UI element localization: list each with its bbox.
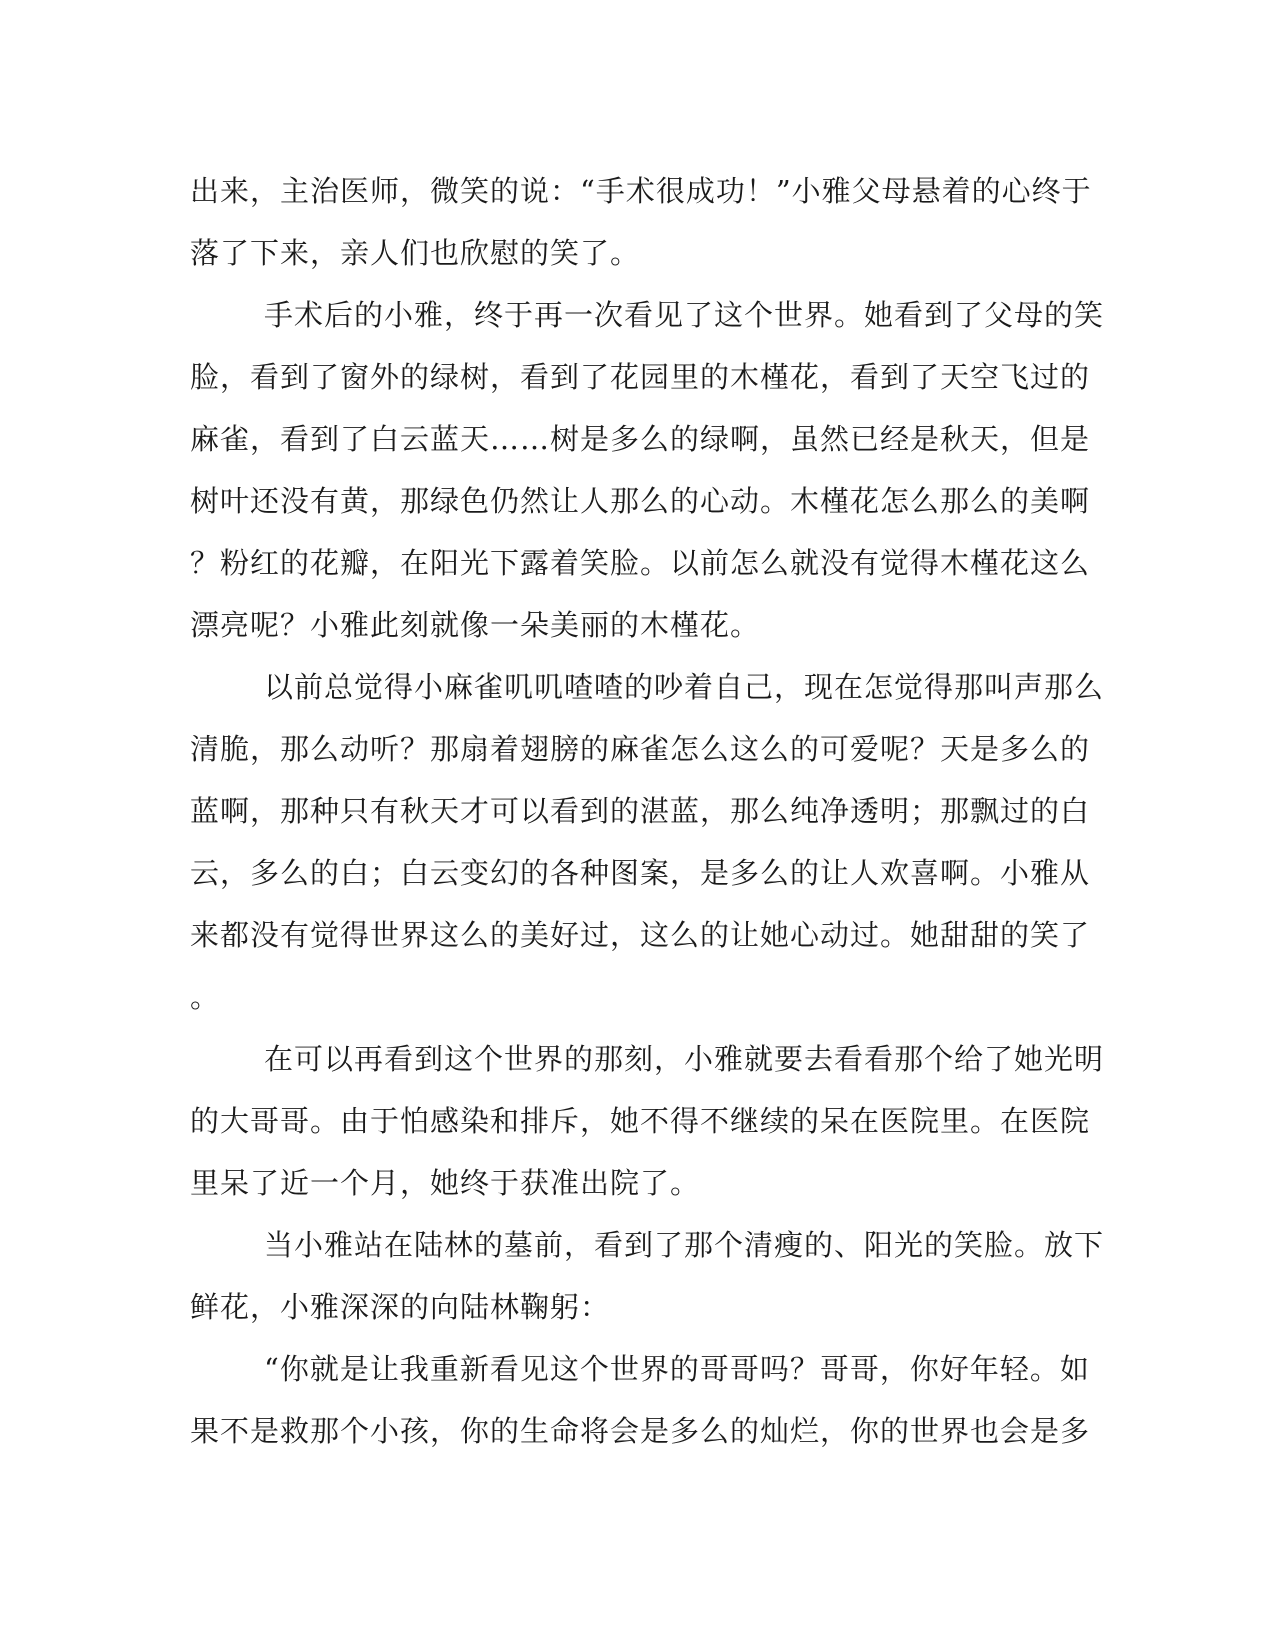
text-line: ？粉红的花瓣，在阳光下露着笑脸。以前怎么就没有觉得木槿花这么	[190, 546, 1091, 580]
text-line: 出来，主治医师，微笑的说：“手术很成功！”小雅父母悬着的心终于	[190, 174, 1092, 208]
text-line: 以前总觉得小麻雀叽叽喳喳的吵着自己，现在怎觉得那叫声那么	[264, 670, 1105, 704]
text-line: 。	[190, 980, 221, 1014]
text-line: 鲜花，小雅深深的向陆林鞠躬：	[190, 1290, 611, 1324]
text-line: 的大哥哥。由于怕感染和排斥，她不得不继续的呆在医院里。在医院	[190, 1104, 1091, 1138]
text-line: 手术后的小雅，终于再一次看见了这个世界。她看到了父母的笑	[264, 298, 1105, 332]
text-line: 来都没有觉得世界这么的美好过，这么的让她心动过。她甜甜的笑了	[190, 918, 1091, 952]
text-line: 清脆，那么动听？那扇着翅膀的麻雀怎么这么的可爱呢？天是多么的	[190, 732, 1091, 766]
text-line: 里呆了近一个月，她终于获准出院了。	[190, 1166, 701, 1200]
text-line: 云，多么的白；白云变幻的各种图案，是多么的让人欢喜啊。小雅从	[190, 856, 1091, 890]
text-line: 树叶还没有黄，那绿色仍然让人那么的心动。木槿花怎么那么的美啊	[190, 484, 1091, 518]
text-line: 当小雅站在陆林的墓前，看到了那个清瘦的、阳光的笑脸。放下	[264, 1228, 1105, 1262]
text-line: 漂亮呢？小雅此刻就像一朵美丽的木槿花。	[190, 608, 761, 642]
body-text	[190, 160, 1105, 1462]
text-line: 在可以再看到这个世界的那刻，小雅就要去看看那个给了她光明	[264, 1042, 1105, 1076]
text-line: 落了下来，亲人们也欣慰的笑了。	[190, 236, 641, 270]
text-line: 果不是救那个小孩，你的生命将会是多么的灿烂，你的世界也会是多	[190, 1414, 1091, 1448]
text-line: “你就是让我重新看见这个世界的哥哥吗？哥哥，你好年轻。如	[264, 1352, 1090, 1386]
text-line: 麻雀，看到了白云蓝天……树是多么的绿啊，虽然已经是秋天，但是	[190, 422, 1091, 456]
text-line: 脸，看到了窗外的绿树，看到了花园里的木槿花，看到了天空飞过的	[190, 360, 1091, 394]
text-line: 蓝啊，那种只有秋天才可以看到的湛蓝，那么纯净透明；那飘过的白	[190, 794, 1091, 828]
